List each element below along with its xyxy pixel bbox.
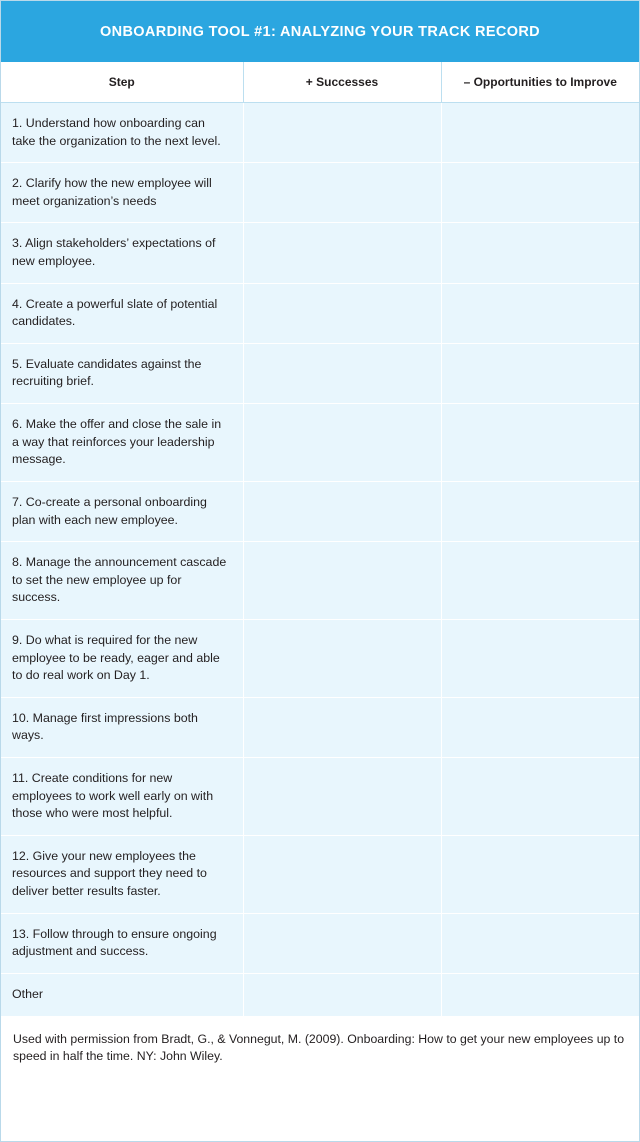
table-row	[1, 163, 639, 223]
step-cell: 2. Clarify how the new employee will meet organization’s needs	[1, 163, 243, 223]
opportunities-cell[interactable]	[441, 619, 639, 697]
successes-cell[interactable]	[243, 343, 441, 403]
opportunities-cell[interactable]	[441, 758, 639, 836]
step-cell: 10. Manage first impressions both ways.	[1, 697, 243, 757]
table-row	[1, 103, 639, 163]
table-row	[1, 223, 639, 283]
opportunities-cell[interactable]	[441, 163, 639, 223]
step-cell: 9. Do what is required for the new employee to be ready, eager and able to do real work on Day 1.	[1, 619, 243, 697]
step-cell: 11. Create conditions for new employees to work well early on with those who were most helpful.	[1, 758, 243, 836]
opportunities-cell[interactable]	[441, 343, 639, 403]
step-cell: 4. Create a powerful slate of potential candidates.	[1, 283, 243, 343]
step-cell: 6. Make the offer and close the sale in a way that reinforces your leadership message.	[1, 404, 243, 482]
table-header	[1, 62, 639, 103]
page-title: ONBOARDING TOOL #1: ANALYZING YOUR TRACK RECORD	[100, 23, 540, 40]
table-row	[1, 913, 639, 973]
successes-cell[interactable]	[243, 283, 441, 343]
page-banner	[1, 1, 639, 62]
step-cell: 5. Evaluate candidates against the recruiting brief.	[1, 343, 243, 403]
column-header-step: Step	[1, 62, 243, 103]
opportunities-cell[interactable]	[441, 404, 639, 482]
opportunities-cell[interactable]	[441, 223, 639, 283]
successes-cell[interactable]	[243, 481, 441, 541]
successes-cell[interactable]	[243, 835, 441, 913]
step-cell: Other	[1, 973, 243, 1015]
table-row	[1, 283, 639, 343]
onboarding-track-record-table	[1, 62, 639, 1016]
step-cell: 12. Give your new employees the resources and support they need to deliver better results faster.	[1, 835, 243, 913]
opportunities-cell[interactable]	[441, 283, 639, 343]
opportunities-cell[interactable]	[441, 973, 639, 1015]
column-header-opportunities: – Opportunities to Improve	[441, 62, 639, 103]
opportunities-cell[interactable]	[441, 103, 639, 163]
table-row	[1, 619, 639, 697]
step-cell: 3. Align stakeholders’ expectations of new employee.	[1, 223, 243, 283]
column-header-successes: + Successes	[243, 62, 441, 103]
opportunities-cell[interactable]	[441, 913, 639, 973]
step-cell: 8. Manage the announcement cascade to set the new employee up for success.	[1, 542, 243, 620]
citation-footer: Used with permission from Bradt, G., & Vonnegut, M. (2009). Onboarding: How to get your new employees up to speed in half the time. NY: John Wiley.	[1, 1016, 639, 1077]
opportunities-cell[interactable]	[441, 835, 639, 913]
table-row	[1, 835, 639, 913]
successes-cell[interactable]	[243, 619, 441, 697]
successes-cell[interactable]	[243, 697, 441, 757]
table-row	[1, 481, 639, 541]
successes-cell[interactable]	[243, 542, 441, 620]
successes-cell[interactable]	[243, 404, 441, 482]
table-row	[1, 542, 639, 620]
successes-cell[interactable]	[243, 973, 441, 1015]
successes-cell[interactable]	[243, 913, 441, 973]
table-row	[1, 973, 639, 1015]
table-row	[1, 697, 639, 757]
successes-cell[interactable]	[243, 223, 441, 283]
opportunities-cell[interactable]	[441, 481, 639, 541]
successes-cell[interactable]	[243, 103, 441, 163]
step-cell: 1. Understand how onboarding can take the organization to the next level.	[1, 103, 243, 163]
table-row	[1, 343, 639, 403]
successes-cell[interactable]	[243, 758, 441, 836]
table-body	[1, 103, 639, 1016]
step-cell: 13. Follow through to ensure ongoing adjustment and success.	[1, 913, 243, 973]
step-cell: 7. Co-create a personal onboarding plan with each new employee.	[1, 481, 243, 541]
table-header-row	[1, 62, 639, 103]
successes-cell[interactable]	[243, 163, 441, 223]
table-row	[1, 404, 639, 482]
table-row	[1, 758, 639, 836]
opportunities-cell[interactable]	[441, 542, 639, 620]
opportunities-cell[interactable]	[441, 697, 639, 757]
